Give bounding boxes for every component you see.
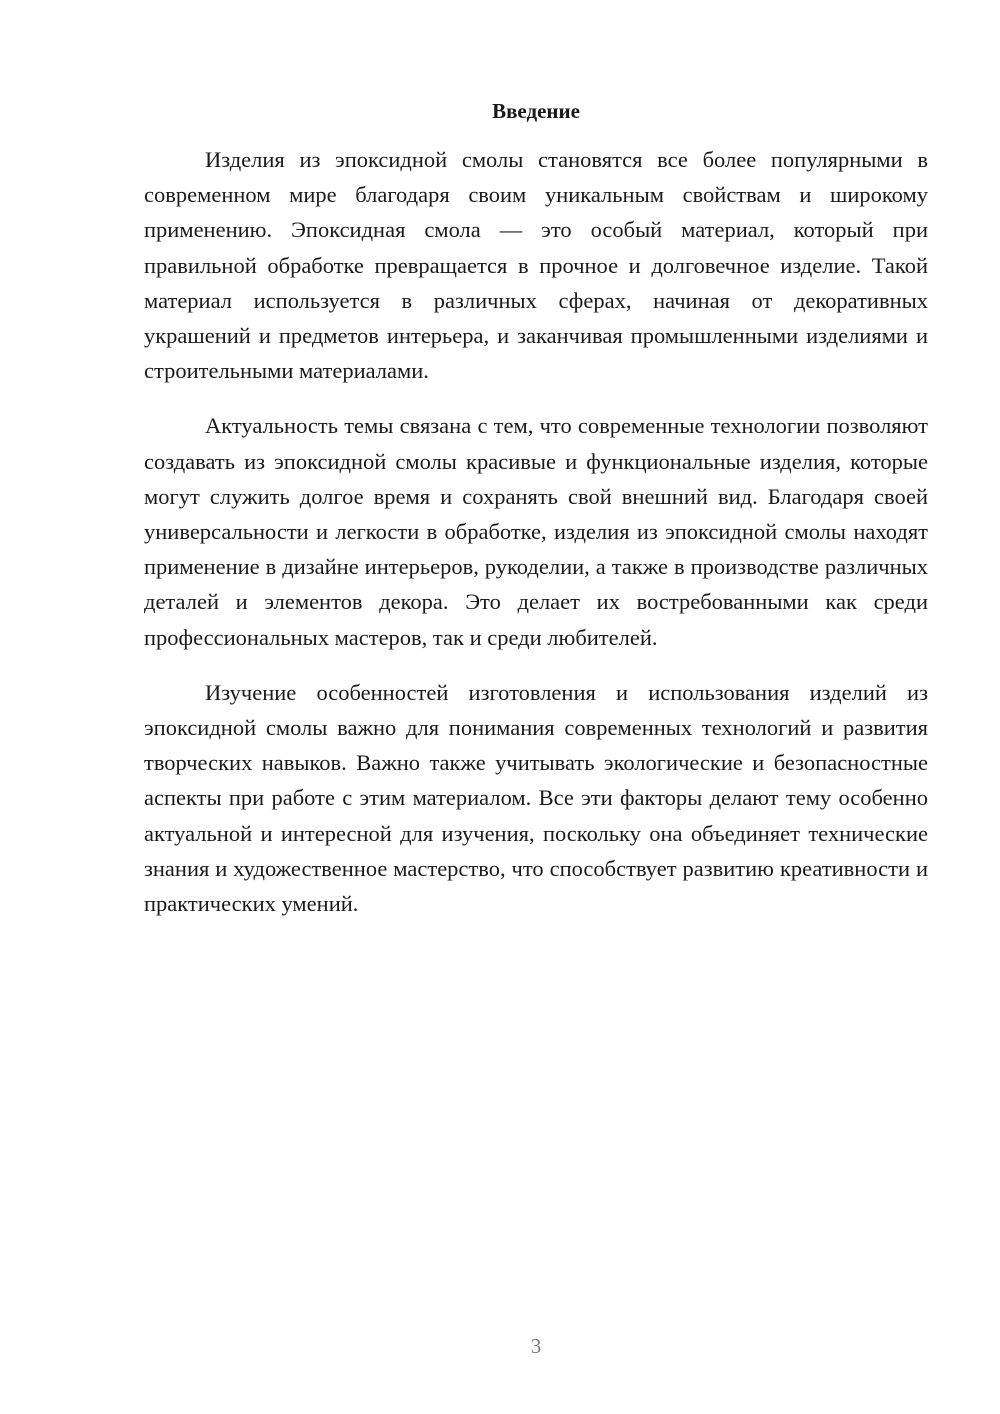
paragraph-study: Изучение особенностей изготовления и использования изделий из эпоксидной смолы важно для понимания современных технологий и развития творческих навыков. Важно также учитывать экологические и безопасностные аспекты при работе с этим материалом. Все эти факторы делают тему особенно актуальной и интересной для изучения, поскольку она объединяет технические знания и художественное мастерство, что способствует развитию креативности и практических умений. xyxy=(144,679,928,917)
paragraph-relevance: Актуальность темы связана с тем, что современные технологии позволяют создавать из эпоксидной смолы красивые и функциональные изделия, которые могут служить долгое время и сохранять свой внешний вид. Благодаря своей универсальности и легкости в обработке, изделия из эпоксидной смолы находят применение в дизайне интерьеров, рукоделии, а также в производстве различных деталей и элементов декора. Это делает их востребованными как среди профессиональных мастеров, так и среди любителей. xyxy=(144,413,928,650)
section-title: Введение xyxy=(492,99,580,123)
paragraph-intro: Изделия из эпоксидной смолы становятся все более популярными в современном мире благодаря своим уникальным свойствам и широкому применению. Эпоксидная смола — это особый материал, который при правильной обработке превращается в прочное и долговечное изделие. Такой материал используется в различных сферах, начиная от декоративных украшений и предметов интерьера, и заканчивая промышленными изделиями и строительными материалами. xyxy=(144,147,928,384)
body-text xyxy=(144,142,928,941)
page-number: 3 xyxy=(530,1334,542,1358)
